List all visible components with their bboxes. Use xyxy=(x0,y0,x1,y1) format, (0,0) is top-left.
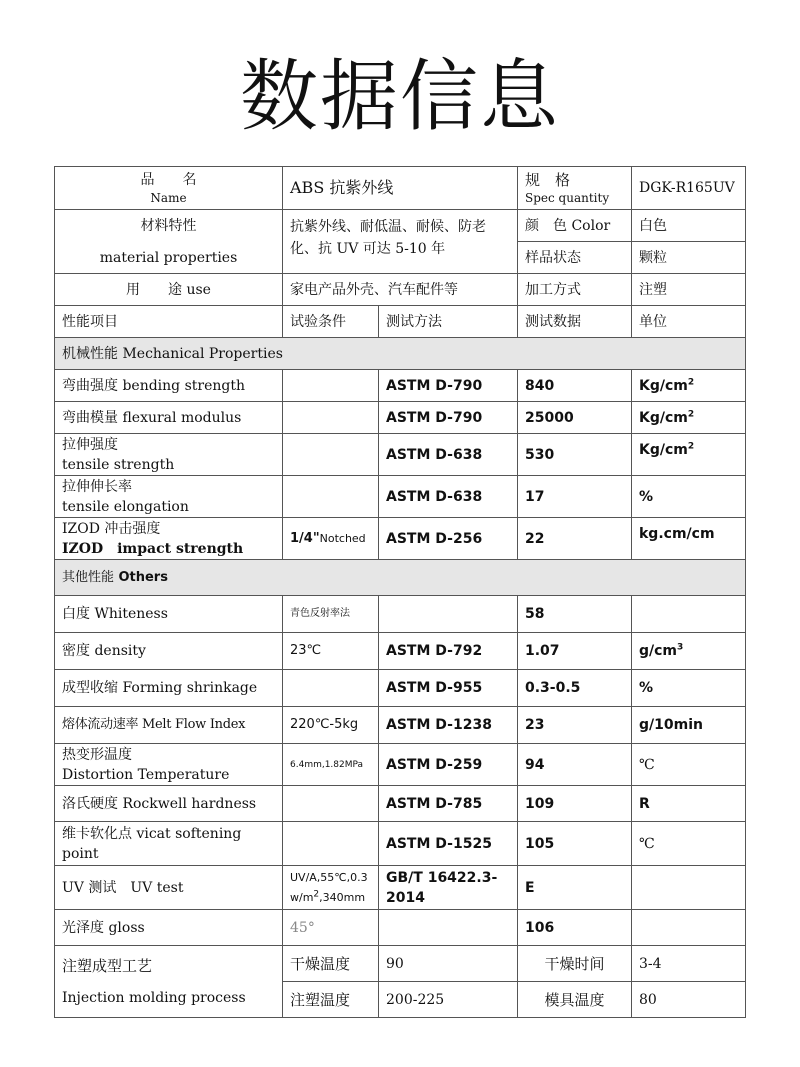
row-name-cn: 热变形温度 xyxy=(62,746,132,763)
section-others-en: Others xyxy=(118,570,168,585)
row-unit: % xyxy=(632,476,746,518)
section-others xyxy=(55,560,746,596)
row-value: 0.3-0.5 xyxy=(518,670,632,707)
row-condition xyxy=(283,434,379,476)
row-value: 58 xyxy=(518,596,632,633)
table-row xyxy=(55,822,746,866)
row-unit: ℃ xyxy=(632,822,746,866)
row-unit xyxy=(632,434,746,476)
row-unit xyxy=(632,633,746,670)
table-row xyxy=(55,370,746,402)
row-name-en: tensile strength xyxy=(62,456,175,473)
row-name-en: Distortion Temperature xyxy=(62,766,230,783)
material-row xyxy=(55,210,746,242)
row-value: E xyxy=(518,866,632,910)
process-value: 注塑 xyxy=(632,274,746,306)
table-row xyxy=(55,744,746,786)
table-row xyxy=(55,596,746,633)
row-condition: 6.4mm,1.82MPa xyxy=(283,744,379,786)
spec-value: DGK-R165UV xyxy=(632,167,746,210)
section-mechanical-label: 机械性能 Mechanical Properties xyxy=(55,338,746,370)
condition-main: 1/4" xyxy=(290,531,320,546)
unit-text: Kg/cm xyxy=(639,442,688,458)
unit-sup: 3 xyxy=(677,642,684,653)
sample-value: 颗粒 xyxy=(632,242,746,274)
dry-temp-value: 90 xyxy=(379,946,518,982)
column-header-condition: 试验条件 xyxy=(283,306,379,338)
dry-time-value: 3-4 xyxy=(632,946,746,982)
row-method: ASTM D-638 xyxy=(379,434,518,476)
table-row xyxy=(55,910,746,946)
row-method: ASTM D-1238 xyxy=(379,707,518,744)
row-value: 94 xyxy=(518,744,632,786)
use-row xyxy=(55,274,746,306)
row-value: 25000 xyxy=(518,402,632,434)
row-unit: R xyxy=(632,786,746,822)
row-condition: 23℃ xyxy=(283,633,379,670)
column-header-row xyxy=(55,306,746,338)
condition-line-2: $w/m^2,340mm$ xyxy=(290,888,366,904)
row-name-cn: 拉伸强度 xyxy=(62,436,118,453)
name-label-en: Name xyxy=(150,190,187,205)
material-value: 抗紫外线、耐低温、耐候、防老化、抗 UV 可达 5-10 年 xyxy=(283,210,518,274)
row-name: 弯曲强度 bending strength xyxy=(55,370,283,402)
mold-temp-label: 模具温度 xyxy=(518,982,632,1018)
row-condition xyxy=(283,670,379,707)
row-value: 530 xyxy=(518,434,632,476)
condition-sup: 2 xyxy=(313,888,320,899)
row-name-cn: IZOD 冲击强度 xyxy=(62,520,161,537)
spec-table xyxy=(54,166,746,1018)
column-header-method: 测试方法 xyxy=(379,306,518,338)
section-others-cn: 其他性能 xyxy=(62,570,115,585)
molding-label-cell xyxy=(55,946,283,1018)
row-method: ASTM D-785 xyxy=(379,786,518,822)
row-unit xyxy=(632,402,746,434)
row-condition: 青色反射率法 xyxy=(283,596,379,633)
molding-row-1 xyxy=(55,946,746,982)
table-row xyxy=(55,434,746,476)
row-value: 106 xyxy=(518,910,632,946)
row-name xyxy=(55,518,283,560)
row-value: 109 xyxy=(518,786,632,822)
column-header-unit: 单位 xyxy=(632,306,746,338)
unit-sup: 2 xyxy=(687,441,695,452)
row-value: 105 xyxy=(518,822,632,866)
table-row xyxy=(55,633,746,670)
row-method: ASTM D-955 xyxy=(379,670,518,707)
row-name: 光泽度 gloss xyxy=(55,910,283,946)
row-unit xyxy=(632,910,746,946)
spec-label-en: Spec quantity xyxy=(525,190,610,205)
row-method: ASTM D-790 xyxy=(379,402,518,434)
mold-temp-value: 80 xyxy=(632,982,746,1018)
row-method: ASTM D-790 xyxy=(379,370,518,402)
name-label-cn: 品 名 xyxy=(140,171,197,188)
process-label: 加工方式 xyxy=(518,274,632,306)
unit-sup: 2 xyxy=(687,408,695,419)
unit-text: Kg/cm xyxy=(639,377,688,394)
row-name: 熔体流动速率 Melt Flow Index xyxy=(55,707,283,744)
table-row xyxy=(55,518,746,560)
column-header-item: 性能项目 xyxy=(55,306,283,338)
row-unit xyxy=(632,866,746,910)
inj-temp-label: 注塑温度 xyxy=(283,982,379,1018)
spec-label-cell xyxy=(518,167,632,210)
row-name-en: tensile elongation xyxy=(62,498,189,515)
name-row xyxy=(55,167,746,210)
row-condition xyxy=(283,476,379,518)
row-name: 洛氏硬度 Rockwell hardness xyxy=(55,786,283,822)
row-unit: % xyxy=(632,670,746,707)
row-unit: kg.cm/cm xyxy=(632,518,746,560)
row-condition xyxy=(283,402,379,434)
row-unit xyxy=(632,370,746,402)
row-method: ASTM D-1525 xyxy=(379,822,518,866)
row-value: 22 xyxy=(518,518,632,560)
condition-line-1: UV/A,55℃,0.3 xyxy=(290,870,368,884)
section-mechanical xyxy=(55,338,746,370)
unit-text: g/cm xyxy=(639,643,678,659)
inj-temp-value: 200-225 xyxy=(379,982,518,1018)
row-name: 维卡软化点 vicat softening point xyxy=(55,822,283,866)
row-name: 密度 density xyxy=(55,633,283,670)
unit-text: Kg/cm xyxy=(639,409,688,426)
sample-label: 样品状态 xyxy=(518,242,632,274)
column-header-data: 测试数据 xyxy=(518,306,632,338)
name-value: ABS 抗紫外线 xyxy=(283,167,518,210)
material-label-cn: 材料特性 xyxy=(140,217,197,234)
row-name: 成型收缩 Forming shrinkage xyxy=(55,670,283,707)
row-condition: 45° xyxy=(283,910,379,946)
row-method: ASTM D-259 xyxy=(379,744,518,786)
row-name: 白度 Whiteness xyxy=(55,596,283,633)
row-name-cn: 拉伸伸长率 xyxy=(62,478,132,495)
row-name-en: IZOD impact strength xyxy=(62,540,244,557)
row-unit: g/10min xyxy=(632,707,746,744)
use-value: 家电产品外壳、汽车配件等 xyxy=(283,274,518,306)
row-name: 弯曲模量 flexural modulus xyxy=(55,402,283,434)
row-method xyxy=(379,910,518,946)
page-title: 数据信息 xyxy=(239,52,560,142)
name-label-cell xyxy=(55,167,283,210)
row-method: ASTM D-792 xyxy=(379,633,518,670)
row-condition xyxy=(283,866,379,910)
unit-sup: 2 xyxy=(687,376,695,387)
dry-temp-label: 干燥温度 xyxy=(283,946,379,982)
molding-label-en: Injection molding process xyxy=(62,989,246,1006)
row-method: ASTM D-638 xyxy=(379,476,518,518)
row-name xyxy=(55,476,283,518)
row-method: ASTM D-256 xyxy=(379,518,518,560)
row-name: UV 测试 UV test xyxy=(55,866,283,910)
table-row xyxy=(55,866,746,910)
table-row xyxy=(55,476,746,518)
row-method xyxy=(379,596,518,633)
row-condition xyxy=(283,518,379,560)
material-label-en: material properties xyxy=(99,249,238,266)
row-condition xyxy=(283,822,379,866)
table-row xyxy=(55,786,746,822)
table-row xyxy=(55,707,746,744)
color-label: 颜 色 Color xyxy=(518,210,632,242)
row-value: 23 xyxy=(518,707,632,744)
use-label: 用 途 use xyxy=(55,274,283,306)
row-value: 17 xyxy=(518,476,632,518)
row-name xyxy=(55,434,283,476)
condition-sub: Notched xyxy=(319,532,366,545)
table-row xyxy=(55,670,746,707)
color-value: 白色 xyxy=(632,210,746,242)
row-name xyxy=(55,744,283,786)
row-condition: 220℃-5kg xyxy=(283,707,379,744)
section-others-label xyxy=(55,560,746,596)
row-value: 840 xyxy=(518,370,632,402)
spec-label-cn: 规 格 xyxy=(525,170,571,189)
table-row xyxy=(55,402,746,434)
dry-time-label: 干燥时间 xyxy=(518,946,632,982)
row-condition xyxy=(283,786,379,822)
row-method: GB/T 16422.3-2014 xyxy=(379,866,518,910)
row-condition xyxy=(283,370,379,402)
molding-label-cn: 注塑成型工艺 xyxy=(62,956,153,975)
row-unit xyxy=(632,596,746,633)
row-unit: ℃ xyxy=(632,744,746,786)
material-label-cell xyxy=(55,210,283,274)
row-value: 1.07 xyxy=(518,633,632,670)
